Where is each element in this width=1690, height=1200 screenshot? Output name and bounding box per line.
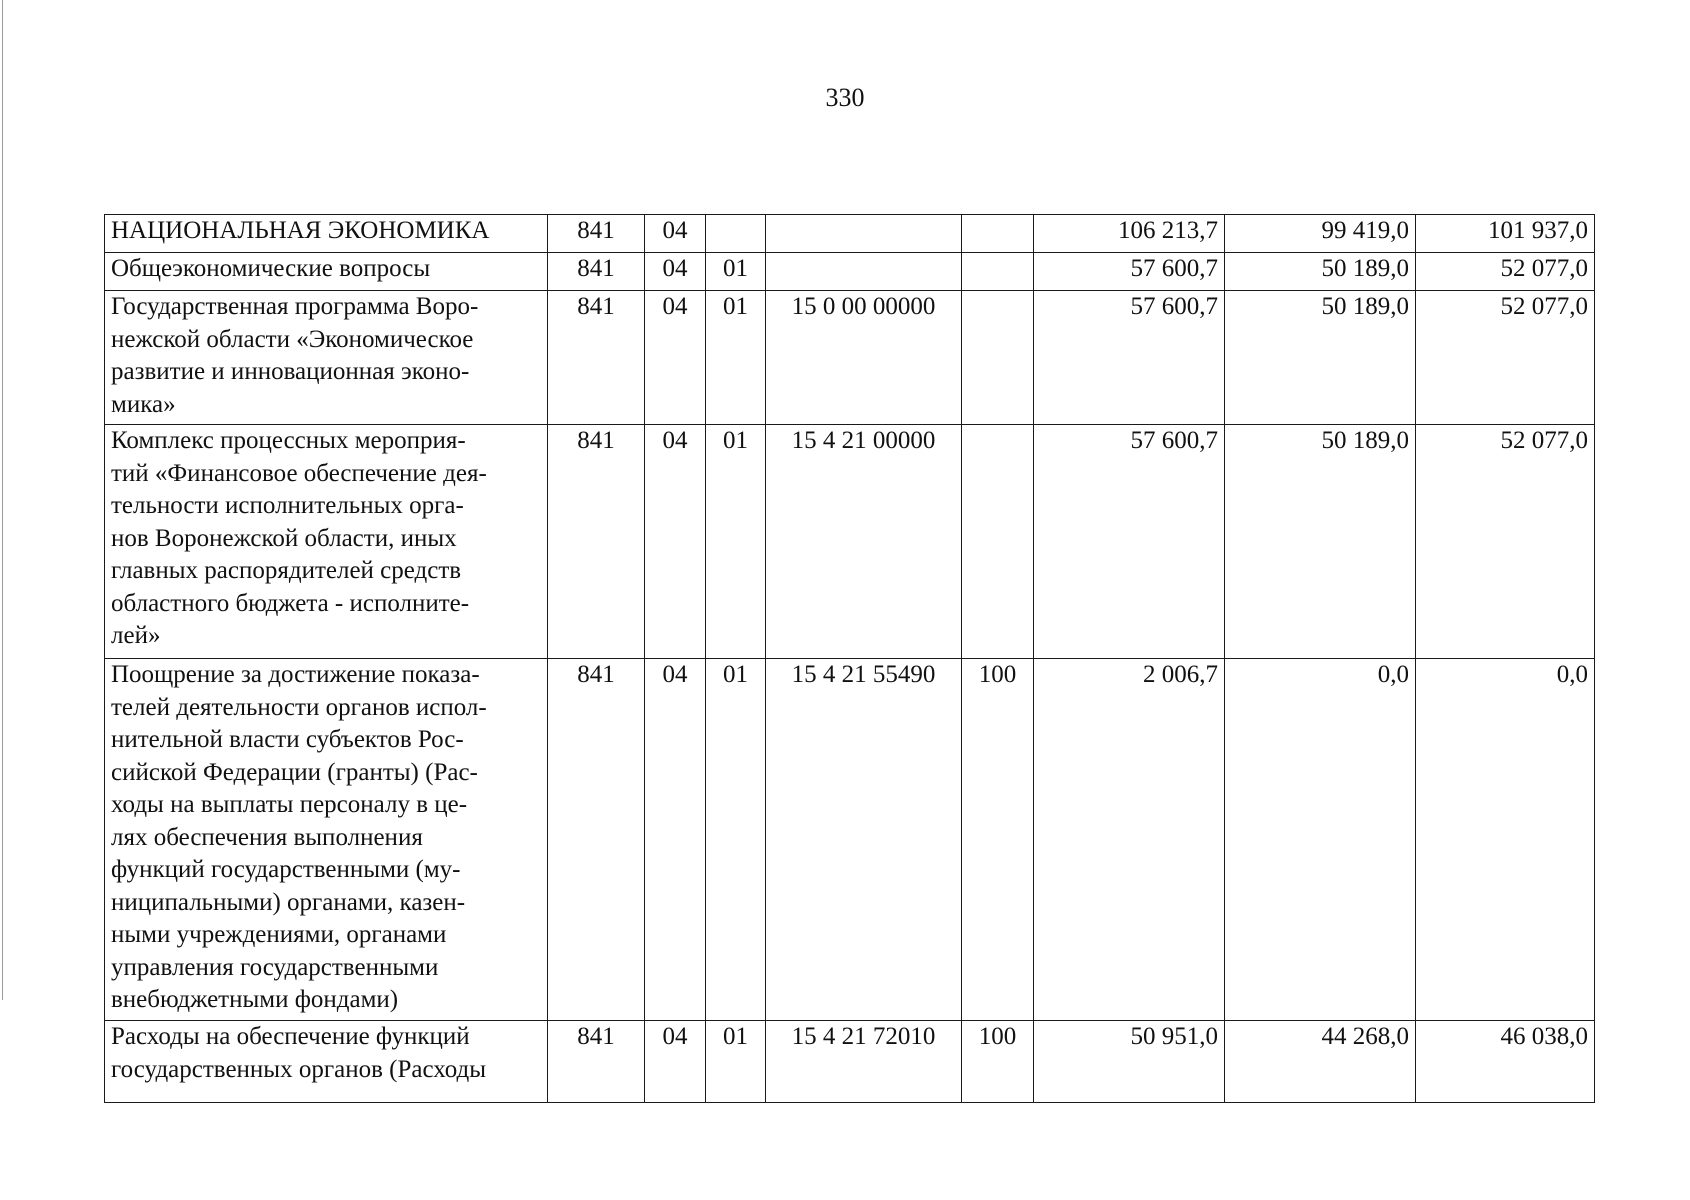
name-line: государственных органов (Расходы bbox=[111, 1055, 487, 1083]
cell-gr: 841 bbox=[548, 253, 645, 291]
cell-value-3: 0,0 bbox=[1416, 659, 1595, 1021]
cell-csr: 15 4 21 72010 bbox=[766, 1021, 962, 1103]
name-line: нежской области «Экономическое bbox=[111, 325, 474, 353]
table-body bbox=[105, 215, 1595, 1103]
cell-csr: 15 0 00 00000 bbox=[766, 291, 962, 425]
table-row bbox=[105, 1021, 1595, 1103]
name-line: ными учреждениями, органами bbox=[111, 921, 447, 948]
cell-value-1: 57 600,7 bbox=[1034, 291, 1225, 425]
name-line: Поощрение за достижение показа- bbox=[111, 661, 480, 688]
cell-rz: 04 bbox=[645, 291, 706, 425]
cell-name bbox=[105, 253, 548, 291]
cell-rz: 04 bbox=[645, 659, 706, 1021]
cell-csr: 15 4 21 55490 bbox=[766, 659, 962, 1021]
cell-value-2: 0,0 bbox=[1225, 659, 1416, 1021]
cell-csr bbox=[766, 215, 962, 253]
name-line: НАЦИОНАЛЬНАЯ ЭКОНОМИКА bbox=[111, 217, 490, 244]
cell-value-3: 52 077,0 bbox=[1416, 253, 1595, 291]
name-line: Государственная программа Воро- bbox=[111, 293, 479, 320]
cell-vr bbox=[962, 425, 1034, 659]
name-line: функций государственными (му- bbox=[111, 856, 461, 883]
table-row bbox=[105, 425, 1595, 659]
cell-pr: 01 bbox=[706, 659, 766, 1021]
cell-value-2: 50 189,0 bbox=[1225, 291, 1416, 425]
table-row bbox=[105, 215, 1595, 253]
cell-value-3: 52 077,0 bbox=[1416, 291, 1595, 425]
cell-value-3: 101 937,0 bbox=[1416, 215, 1595, 253]
budget-table bbox=[104, 214, 1595, 1103]
cell-value-1: 2 006,7 bbox=[1034, 659, 1225, 1021]
page-number: 330 bbox=[825, 83, 865, 112]
cell-pr: 01 bbox=[706, 425, 766, 659]
name-line: лях обеспечения выполнения bbox=[111, 823, 423, 851]
table-row bbox=[105, 291, 1595, 425]
cell-vr: 100 bbox=[962, 659, 1034, 1021]
name-line: Общеэкономические вопросы bbox=[111, 255, 431, 282]
cell-gr: 841 bbox=[548, 215, 645, 253]
cell-rz: 04 bbox=[645, 215, 706, 253]
cell-gr: 841 bbox=[548, 1021, 645, 1103]
cell-vr bbox=[962, 291, 1034, 425]
cell-value-2: 50 189,0 bbox=[1225, 253, 1416, 291]
name-line: мика» bbox=[111, 390, 176, 418]
table-row bbox=[105, 253, 1595, 291]
name-line: Расходы на обеспечение функций bbox=[111, 1023, 470, 1050]
cell-value-2: 44 268,0 bbox=[1225, 1021, 1416, 1103]
cell-name bbox=[105, 291, 548, 425]
cell-vr bbox=[962, 215, 1034, 253]
cell-value-1: 50 951,0 bbox=[1034, 1021, 1225, 1103]
cell-rz: 04 bbox=[645, 253, 706, 291]
cell-pr: 01 bbox=[706, 291, 766, 425]
scan-edge-line bbox=[2, 0, 3, 1000]
cell-gr: 841 bbox=[548, 425, 645, 659]
cell-vr: 100 bbox=[962, 1021, 1034, 1103]
cell-name bbox=[105, 1021, 548, 1103]
name-line: ходы на выплаты персоналу в це- bbox=[111, 791, 468, 818]
name-line: сийской Федерации (гранты) (Рас- bbox=[111, 758, 478, 786]
name-line: Комплекс процессных мероприя- bbox=[111, 427, 466, 454]
name-line: главных распорядителей средств bbox=[111, 557, 462, 584]
cell-gr: 841 bbox=[548, 291, 645, 425]
cell-value-3: 46 038,0 bbox=[1416, 1021, 1595, 1103]
cell-value-3: 52 077,0 bbox=[1416, 425, 1595, 659]
cell-rz: 04 bbox=[645, 425, 706, 659]
cell-vr bbox=[962, 253, 1034, 291]
cell-value-1: 57 600,7 bbox=[1034, 425, 1225, 659]
cell-rz: 04 bbox=[645, 1021, 706, 1103]
cell-name bbox=[105, 215, 548, 253]
cell-csr: 15 4 21 00000 bbox=[766, 425, 962, 659]
cell-pr: 01 bbox=[706, 1021, 766, 1103]
cell-name bbox=[105, 425, 548, 659]
name-line: нов Воронежской области, иных bbox=[111, 524, 457, 552]
cell-value-2: 99 419,0 bbox=[1225, 215, 1416, 253]
cell-value-1: 106 213,7 bbox=[1034, 215, 1225, 253]
cell-name bbox=[105, 659, 548, 1021]
table-row bbox=[105, 659, 1595, 1021]
name-line: нительной власти субъектов Рос- bbox=[111, 726, 464, 753]
name-line: ниципальными) органами, казен- bbox=[111, 888, 466, 916]
cell-value-2: 50 189,0 bbox=[1225, 425, 1416, 659]
cell-pr: 01 bbox=[706, 253, 766, 291]
cell-value-1: 57 600,7 bbox=[1034, 253, 1225, 291]
cell-csr bbox=[766, 253, 962, 291]
name-line: лей» bbox=[111, 622, 161, 649]
name-line: областного бюджета - исполните- bbox=[111, 589, 470, 617]
cell-gr: 841 bbox=[548, 659, 645, 1021]
name-line: управления государственными bbox=[111, 953, 439, 981]
name-line: тельности исполнительных орга- bbox=[111, 492, 464, 519]
name-line: телей деятельности органов испол- bbox=[111, 693, 487, 721]
name-line: тий «Финансовое обеспечение дея- bbox=[111, 459, 487, 487]
cell-pr bbox=[706, 215, 766, 253]
name-line: внебюджетными фондами) bbox=[111, 986, 399, 1013]
name-line: развитие и инновационная эконо- bbox=[111, 358, 470, 385]
